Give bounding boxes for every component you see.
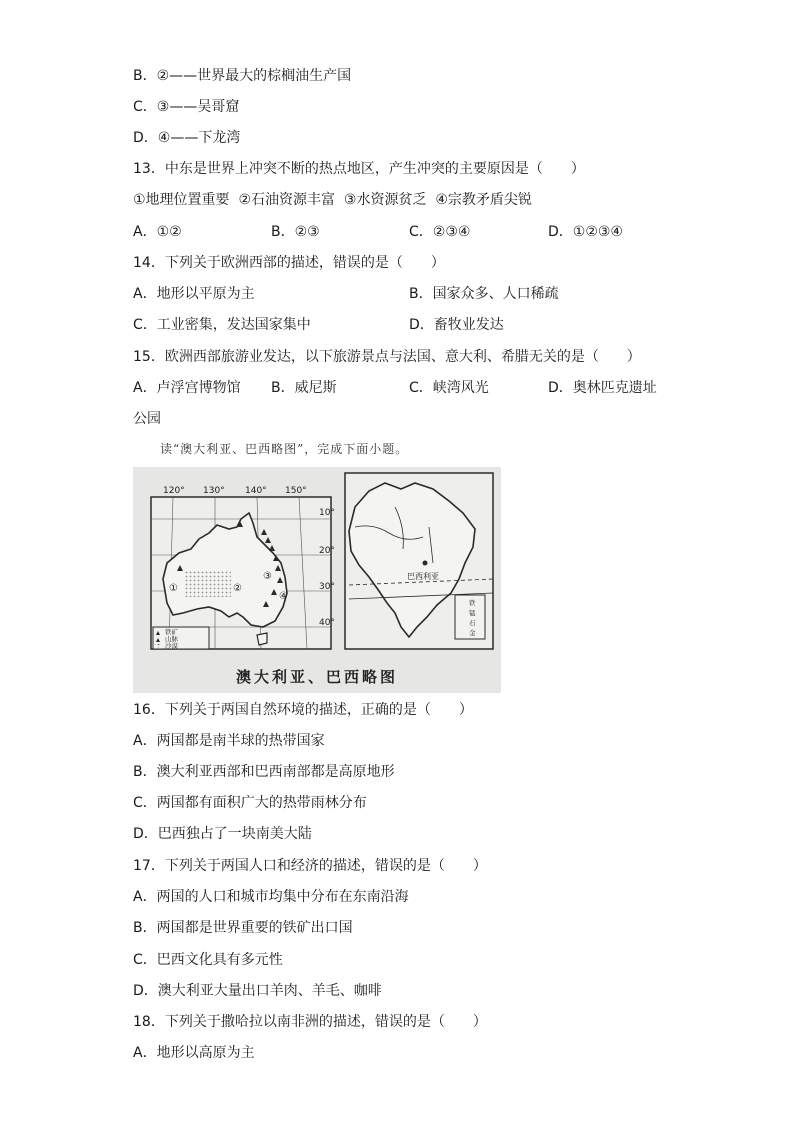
q14-stem: 14．下列关于欧洲西部的描述，错误的是（ ）: [133, 255, 445, 271]
q15-option-d: D．奥林匹克遗址: [548, 380, 657, 396]
q14-option-a: A．地形以平原为主: [133, 286, 255, 302]
q13-option-c: C．②③④: [409, 224, 471, 240]
lat-label-1: 10°: [319, 508, 335, 518]
lat-label-4: 40°: [319, 618, 335, 628]
lat-label-2: 20°: [319, 546, 335, 556]
q15-option-c: C．峡湾风光: [409, 380, 489, 396]
q13-option-d: D．①②③④: [548, 224, 623, 240]
figure-instruction: 读“澳大利亚、巴西略图”，完成下面小题。: [160, 442, 409, 456]
mark-3: ③: [263, 571, 272, 582]
q14-option-b: B．国家众多、人口稀疏: [409, 286, 559, 302]
q17-option-b: B．两国都是世界重要的铁矿出口国: [133, 920, 353, 936]
q15-option-a: A．卢浮宫博物馆: [133, 380, 241, 396]
q12-option-d: D．④——下龙湾: [133, 130, 241, 146]
lon-label-2: 130°: [203, 486, 225, 496]
legend-br-3: 石: [469, 619, 476, 627]
tasmania-outline: [257, 633, 267, 645]
q16-option-d: D．巴西独占了一块南美大陆: [133, 826, 312, 842]
mark-2: ②: [233, 583, 242, 594]
lon-label-3: 140°: [245, 486, 267, 496]
q12-option-b: B．②——世界最大的棕榈油生产国: [133, 68, 352, 84]
map-drawing: [133, 467, 501, 693]
legend-au-2: 山脉: [165, 635, 178, 643]
q13-items: ①地理位置重要 ②石油资源丰富 ③水资源贫乏 ④宗教矛盾尖锐: [133, 192, 532, 208]
q18-stem: 18．下列关于撒哈拉以南非洲的描述，错误的是（ ）: [133, 1014, 487, 1030]
map-figure: [133, 467, 501, 693]
q17-option-a: A．两国的人口和城市均集中分布在东南沿海: [133, 889, 409, 905]
legend-br-1: 铁: [469, 599, 476, 607]
lon-label-4: 150°: [285, 486, 307, 496]
q16-option-c: C．两国都有面积广大的热带雨林分布: [133, 795, 367, 811]
desert-dots: [185, 571, 231, 597]
q17-option-d: D．澳大利亚大量出口羊肉、羊毛、咖啡: [133, 983, 382, 999]
q17-stem: 17．下列关于两国人口和经济的描述，错误的是（ ）: [133, 858, 487, 874]
q16-stem: 16．下列关于两国自然环境的描述，正确的是（ ）: [133, 702, 473, 718]
q12-option-c: C．③——吴哥窟: [133, 99, 240, 115]
map-title: 澳大利亚、巴西略图: [235, 668, 398, 686]
q15-option-b: B．威尼斯: [271, 380, 337, 396]
q15-option-d-continued: 公园: [133, 411, 161, 427]
q14-option-d: D．畜牧业发达: [409, 317, 504, 333]
legend-au-3: 沙漠: [165, 642, 178, 650]
lat-label-3: 30°: [319, 582, 335, 592]
legend-au-1: 铁矿: [165, 628, 178, 636]
q18-option-a: A．地形以高原为主: [133, 1045, 255, 1061]
q15-stem: 15．欧洲西部旅游业发达，以下旅游景点与法国、意大利、希腊无关的是（ ）: [133, 349, 641, 365]
q13-option-a: A．①②: [133, 224, 182, 240]
q16-option-a: A．两国都是南半球的热带国家: [133, 733, 325, 749]
mark-4: ④: [279, 591, 288, 602]
q16-option-b: B．澳大利亚西部和巴西南部都是高原地形: [133, 764, 395, 780]
q14-option-c: C．工业密集，发达国家集中: [133, 317, 311, 333]
legend-br-2: 锰: [469, 609, 476, 617]
q13-stem: 13．中东是世界上冲突不断的热点地区，产生冲突的主要原因是（ ）: [133, 161, 585, 177]
capital-label: 巴西利亚: [407, 572, 439, 581]
q13-option-b: B．②③: [271, 224, 320, 240]
legend-br-4: 金: [469, 629, 476, 637]
australia-legend: [153, 627, 209, 649]
lon-label-1: 120°: [163, 486, 185, 496]
mark-1: ①: [169, 583, 178, 594]
q17-option-c: C．巴西文化具有多元性: [133, 952, 283, 968]
